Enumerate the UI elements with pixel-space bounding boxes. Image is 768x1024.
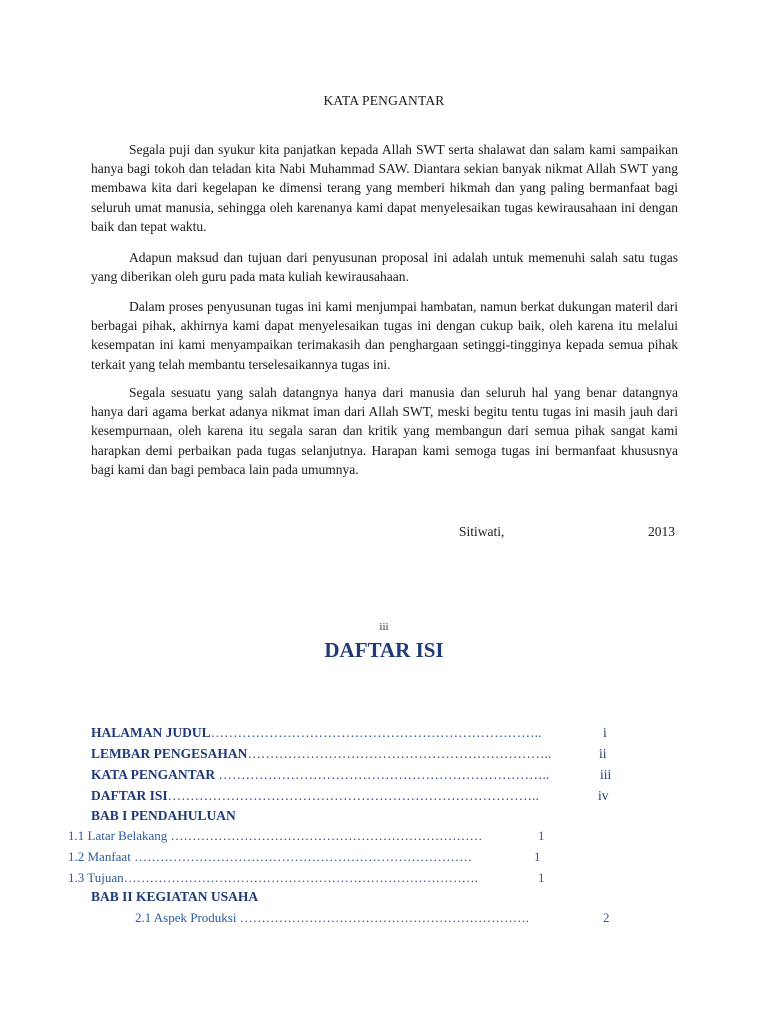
signature-year: 2013: [648, 524, 675, 539]
toc-entry-kata-pengantar: [91, 767, 549, 783]
daftar-isi-title: DAFTAR ISI: [324, 638, 444, 662]
kata-pengantar-title: KATA PENGANTAR: [323, 93, 445, 108]
toc-dots: ………………………………………………………………………..: [167, 788, 539, 803]
toc-dots: …………………………………………………………..: [247, 746, 552, 761]
toc-label: 1.3 Tujuan: [68, 870, 124, 885]
toc-label: LEMBAR PENGESAHAN: [91, 746, 248, 761]
toc-label: 2.1 Aspek Produksi: [135, 910, 237, 925]
toc-entry-daftar-isi: [91, 788, 539, 804]
paragraph-3: Dalam proses penyusunan tugas ini kami menjumpai hambatan, namun berkat dukungan materil dari berbagai pihak, akhirnya kami dapat menyelesaikan tugas ini dengan cukup baik, oleh karena itu melalui kesempatan ini kami menyampaikan terimakasih dan penghargaan setinggi-tingginya kepada semua pihak terkait yang telah membantu terselesaikannya tugas ini.: [91, 299, 678, 372]
toc-entry-halaman-judul: [91, 725, 541, 741]
toc-dots: ………………………………………………………………: [167, 828, 483, 843]
toc-label: 1.1 Latar Belakang: [68, 828, 168, 843]
toc-dots: ………………………………………………………….: [236, 910, 529, 925]
toc-page-2: 2: [603, 910, 610, 925]
toc-entry-lembar-pengesahan: [91, 746, 551, 762]
toc-page-i: i: [603, 725, 607, 740]
toc-page-1a: 1: [538, 828, 545, 843]
paragraph-4: Segala sesuatu yang salah datangnya hanya dari manusia dan seluruh hal yang benar datangnya hanya dari agama berkat adanya nikmat iman dari Allah SWT, meski begitu tentu tugas ini masih jauh dari kesempurnaan, oleh karena itu segala saran dan kritik yang membangun dari semua pihak sangat kami harapkan demi perbaikan pada tugas selanjutnya. Harapan kami semoga tugas ini bermanfaat khususnya bagi kami dan bagi pembaca lain pada umumnya.: [91, 385, 678, 477]
toc-page-1c: 1: [538, 870, 545, 885]
toc-dots: ……………………………………………………………………: [130, 849, 473, 864]
toc-label: KATA PENGANTAR: [91, 767, 216, 782]
toc-dots: ………………………………………………………………..: [210, 725, 542, 740]
toc-dots: ……………………………………………………………………….: [123, 870, 478, 885]
toc-page-1b: 1: [534, 849, 541, 864]
toc-page-iii: iii: [600, 767, 612, 782]
toc-page-ii: ii: [599, 746, 607, 761]
paragraph-1: Segala puji dan syukur kita panjatkan kepada Allah SWT serta shalawat dan salam kami sampaikan hanya bagi tokoh dan teladan kita Nabi Muhammad SAW. Diantara sekian banyak nikmat Allah SWT yang membawa kita dari kegelapan ke dimensi terang yang memberi hikmah dan yang paling bermanfaat bagi seluruh umat manusia, sehingga oleh karenanya kami dapat menyelesaikan tugas kewirausahaan ini dengan baik dan tepat waktu.: [91, 142, 678, 234]
toc-page-iv: iv: [598, 788, 609, 803]
toc-dots: ………………………………………………………………..: [215, 767, 550, 782]
signature-name: Sitiwati,: [459, 524, 505, 539]
toc-label: HALAMAN JUDUL: [91, 725, 211, 740]
toc-label: DAFTAR ISI: [91, 788, 168, 803]
page-number: iii: [379, 621, 389, 633]
toc-label: 1.2 Manfaat: [68, 849, 131, 864]
toc-entry-aspek-produksi: [135, 910, 529, 926]
toc-bab-1-heading: BAB I PENDAHULUAN: [91, 808, 236, 823]
toc-entry-tujuan: [68, 870, 478, 886]
toc-entry-latar-belakang: [68, 828, 483, 844]
paragraph-2: Adapun maksud dan tujuan dari penyusunan proposal ini adalah untuk memenuhi salah satu tugas yang diberikan oleh guru pada mata kuliah kewirausahaan.: [91, 250, 678, 285]
toc-entry-manfaat: [68, 849, 472, 865]
toc-bab-2-heading: BAB II KEGIATAN USAHA: [91, 889, 259, 904]
